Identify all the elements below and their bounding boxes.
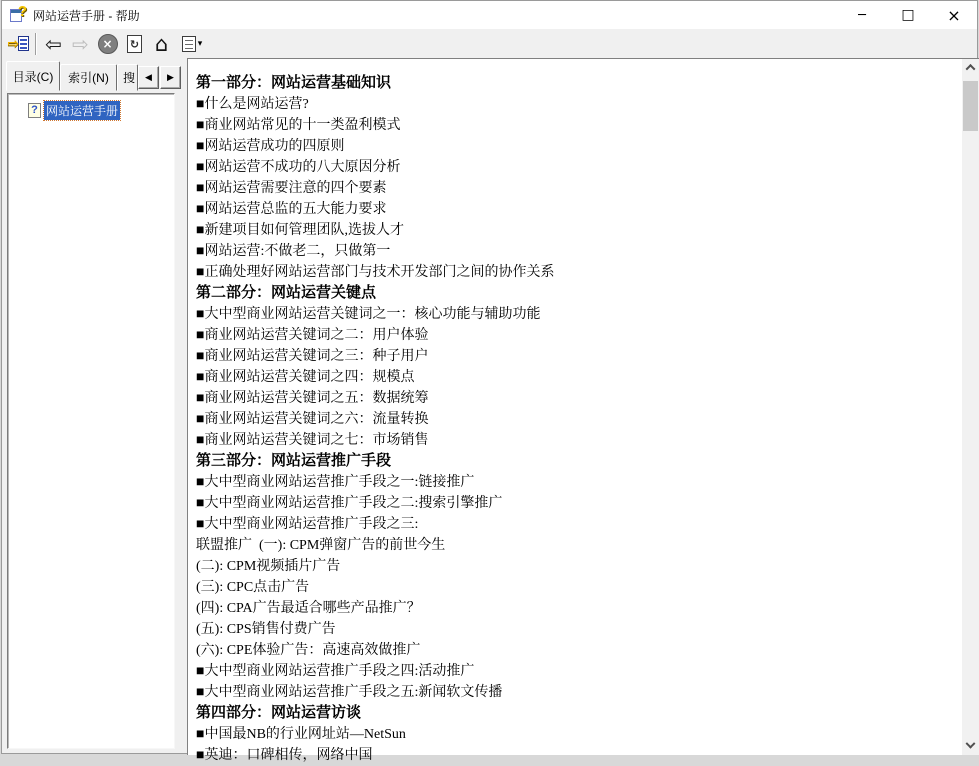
content-heading: 第三部分：网站运营推广手段 <box>196 453 392 469</box>
contents-tree <box>7 93 175 749</box>
content-item[interactable]: ■商业网站运营关键词之四：规模点 <box>196 370 415 385</box>
content-panel <box>187 58 979 763</box>
help-app-icon: ? <box>10 7 26 23</box>
tab-index[interactable]: 索引(N) <box>60 64 117 91</box>
content-item[interactable]: ■网站运营成功的四原则 <box>196 139 345 154</box>
options-icon <box>182 36 196 52</box>
refresh-button[interactable] <box>121 31 148 57</box>
help-topic-icon: ? <box>28 103 41 118</box>
stop-icon: × <box>98 34 118 54</box>
scroll-down-button[interactable] <box>962 738 979 755</box>
title-bar <box>2 1 977 29</box>
home-button[interactable] <box>148 31 175 57</box>
content-heading: 第二部分：网站运营关键点 <box>196 285 377 301</box>
content-item[interactable]: ■大中型商业网站运营推广手段之五:新闻软文传播 <box>196 685 503 700</box>
vertical-scrollbar[interactable] <box>962 59 979 755</box>
content-item[interactable]: ■商业网站运营关键词之七：市场销售 <box>196 433 429 448</box>
content-item[interactable]: ■大中型商业网站运营推广手段之四:活动推广 <box>196 664 475 679</box>
content-item[interactable]: ■新建项目如何管理团队,选拔人才 <box>196 223 404 238</box>
options-caret-icon: ▾ <box>197 39 203 49</box>
content-item[interactable]: ■商业网站运营关键词之二：用户体验 <box>196 328 429 343</box>
content-item[interactable]: ■商业网站运营关键词之三：种子用户 <box>196 349 429 364</box>
hide-panel-icon: ⇨ <box>9 36 29 52</box>
window-controls <box>839 1 977 29</box>
toolbar <box>2 29 977 59</box>
content-item[interactable]: ■网站运营需要注意的四个要素 <box>196 181 387 196</box>
back-button[interactable] <box>40 31 67 57</box>
scrollbar-thumb[interactable] <box>963 81 978 131</box>
content-item[interactable]: ■大中型商业网站运营推广手段之一:链接推广 <box>196 475 475 490</box>
options-button[interactable] <box>175 31 209 57</box>
content-item[interactable]: ■中国最NB的行业网址站—NetSun <box>196 727 406 742</box>
scroll-up-button[interactable] <box>962 59 979 76</box>
tab-scroll-right-button[interactable]: ▶ <box>160 66 181 89</box>
content-item[interactable]: ■大中型商业网站运营关键词之一：核心功能与辅助功能 <box>196 307 541 322</box>
content-item[interactable]: 联盟推广 (一): CPM弹窗广告的前世今生 <box>196 538 446 553</box>
content-item[interactable]: (四): CPA广告最适合哪些产品推广？ <box>196 601 421 616</box>
home-icon: ⌂ <box>154 32 169 56</box>
content-item[interactable]: ■网站运营总监的五大能力要求 <box>196 202 387 217</box>
content-item[interactable]: ■网站运营不成功的八大原因分析 <box>196 160 401 175</box>
window-title: 网站运营手册 - 帮助 <box>33 8 140 23</box>
content-item[interactable]: ■商业网站运营关键词之六：流量转换 <box>196 412 429 427</box>
tab-contents[interactable]: 目录(C) <box>6 61 60 91</box>
help-viewer-window <box>1 0 978 763</box>
content-item[interactable]: ■大中型商业网站运营推广手段之三: <box>196 517 419 532</box>
chevron-up-icon <box>966 64 976 74</box>
minimize-button[interactable]: ─ <box>858 7 866 23</box>
refresh-icon: ↻ <box>127 35 142 53</box>
content-item[interactable]: (六): CPE体验广告：高速高效做推广 <box>196 643 421 658</box>
content-item[interactable]: (五): CPS销售付费广告 <box>196 622 336 637</box>
chevron-down-icon <box>966 739 976 749</box>
close-button[interactable]: × <box>947 5 961 25</box>
content-item[interactable]: ■正确处理好网站运营部门与技术开发部门之间的协作关系 <box>196 265 555 280</box>
tree-item-label: 网站运营手册 <box>44 101 120 120</box>
tree-item-manual[interactable] <box>14 101 172 120</box>
content-item[interactable]: ■商业网站常见的十一类盈利模式 <box>196 118 401 133</box>
content-item[interactable]: (三): CPC点击广告 <box>196 580 310 595</box>
toolbar-separator <box>35 33 37 55</box>
tab-search-clipped[interactable]: 搜 <box>117 64 138 91</box>
content-item[interactable]: ■网站运营:不做老二，只做第一 <box>196 244 391 259</box>
content-item[interactable]: ■大中型商业网站运营推广手段之二:搜索引擎推广 <box>196 496 503 511</box>
stop-button[interactable] <box>94 31 121 57</box>
tab-scroll-left-button[interactable]: ◀ <box>138 66 159 89</box>
maximize-button[interactable]: □ <box>901 7 915 23</box>
content-heading: 第四部分：网站运营访谈 <box>196 705 362 721</box>
hide-panel-button[interactable] <box>5 31 32 57</box>
content-item[interactable]: ■商业网站运营关键词之五：数据统筹 <box>196 391 429 406</box>
forward-button[interactable] <box>67 31 94 57</box>
content-item[interactable]: ■英迪：口碑相传，网络中国 <box>196 748 373 763</box>
content-body <box>188 59 962 763</box>
back-icon: ⇦ <box>45 32 62 56</box>
content-item[interactable]: ■什么是网站运营? <box>196 97 309 112</box>
content-heading: 第一部分：网站运营基础知识 <box>196 75 392 91</box>
forward-icon: ⇨ <box>72 32 89 56</box>
content-item[interactable]: (二): CPM视频插片广告 <box>196 559 341 574</box>
